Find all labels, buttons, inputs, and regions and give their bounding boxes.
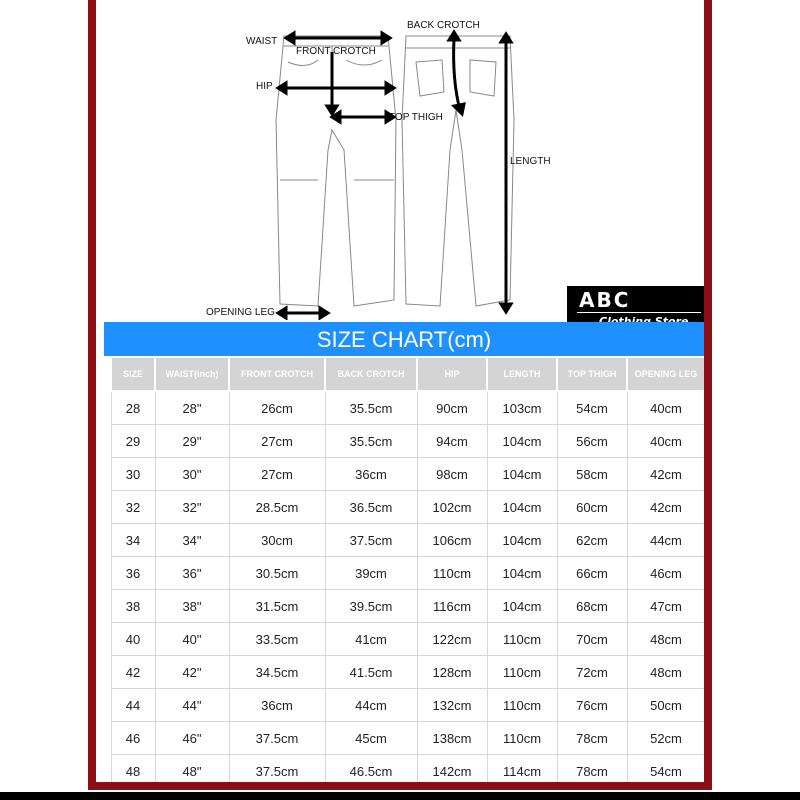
table-cell: 103cm bbox=[487, 391, 557, 425]
table-cell: 42" bbox=[155, 656, 229, 689]
opening-leg-label: OPENING LEG bbox=[206, 307, 275, 318]
size-chart-title-band bbox=[104, 322, 704, 356]
table-cell: 47cm bbox=[627, 590, 704, 623]
table-cell: 78cm bbox=[557, 722, 627, 755]
table-cell: 44cm bbox=[627, 524, 704, 557]
table-cell: 90cm bbox=[417, 391, 487, 425]
table-cell: 34.5cm bbox=[229, 656, 325, 689]
table-cell: 122cm bbox=[417, 623, 487, 656]
table-cell: 48cm bbox=[627, 656, 704, 689]
table-cell: 132cm bbox=[417, 689, 487, 722]
table-cell: 45cm bbox=[325, 722, 417, 755]
logo-text: ABC bbox=[579, 288, 631, 312]
column-header: WAIST(inch) bbox=[155, 357, 229, 391]
table-cell: 35.5cm bbox=[325, 391, 417, 425]
table-cell: 42 bbox=[111, 656, 155, 689]
table-cell: 42cm bbox=[627, 491, 704, 524]
table-header-row bbox=[111, 357, 704, 391]
table-cell: 30" bbox=[155, 458, 229, 491]
column-header: BACK CROTCH bbox=[325, 357, 417, 391]
table-cell: 104cm bbox=[487, 491, 557, 524]
table-cell: 110cm bbox=[417, 557, 487, 590]
hip-label: HIP bbox=[256, 81, 273, 92]
table-cell: 38 bbox=[111, 590, 155, 623]
table-cell: 37.5cm bbox=[325, 524, 417, 557]
waist-label: WAIST bbox=[246, 36, 278, 47]
table-cell: 44 bbox=[111, 689, 155, 722]
table-cell: 70cm bbox=[557, 623, 627, 656]
table-row bbox=[111, 391, 704, 425]
table-cell: 28 bbox=[111, 391, 155, 425]
table-cell: 46 bbox=[111, 722, 155, 755]
column-header: HIP bbox=[417, 357, 487, 391]
table-cell: 33.5cm bbox=[229, 623, 325, 656]
table-row bbox=[111, 656, 704, 689]
column-header: OPENING LEG bbox=[627, 357, 704, 391]
table-cell: 28.5cm bbox=[229, 491, 325, 524]
table-cell: 50cm bbox=[627, 689, 704, 722]
top-thigh-label: TOP THIGH bbox=[389, 112, 443, 123]
table-cell: 62cm bbox=[557, 524, 627, 557]
table-cell: 60cm bbox=[557, 491, 627, 524]
back-pants-drawing bbox=[402, 36, 514, 306]
table-cell: 41.5cm bbox=[325, 656, 417, 689]
table-cell: 40cm bbox=[627, 425, 704, 458]
table-cell: 27cm bbox=[229, 458, 325, 491]
length-label: LENGTH bbox=[510, 156, 551, 167]
table-cell: 104cm bbox=[487, 590, 557, 623]
table-cell: 104cm bbox=[487, 524, 557, 557]
table-row bbox=[111, 458, 704, 491]
table-row bbox=[111, 524, 704, 557]
front-crotch-label: FRONT CROTCH bbox=[296, 46, 376, 57]
table-cell: 94cm bbox=[417, 425, 487, 458]
table-cell: 30cm bbox=[229, 524, 325, 557]
image-frame bbox=[88, 0, 712, 790]
column-header: LENGTH bbox=[487, 357, 557, 391]
table-cell: 110cm bbox=[487, 623, 557, 656]
table-cell: 37.5cm bbox=[229, 722, 325, 755]
table-cell: 102cm bbox=[417, 491, 487, 524]
bottom-bar bbox=[0, 792, 800, 800]
table-cell: 36cm bbox=[325, 458, 417, 491]
table-cell: 68cm bbox=[557, 590, 627, 623]
table-row bbox=[111, 623, 704, 656]
column-header: SIZE bbox=[111, 357, 155, 391]
table-cell: 34" bbox=[155, 524, 229, 557]
table-row bbox=[111, 491, 704, 524]
size-chart-card bbox=[96, 0, 704, 782]
table-cell: 34 bbox=[111, 524, 155, 557]
table-cell: 128cm bbox=[417, 656, 487, 689]
table-cell: 72cm bbox=[557, 656, 627, 689]
table-cell: 39cm bbox=[325, 557, 417, 590]
table-cell: 104cm bbox=[487, 425, 557, 458]
column-header: FRONT CROTCH bbox=[229, 357, 325, 391]
table-cell: 66cm bbox=[557, 557, 627, 590]
table-cell: 29 bbox=[111, 425, 155, 458]
table-cell: 36" bbox=[155, 557, 229, 590]
table-cell: 38" bbox=[155, 590, 229, 623]
table-cell: 106cm bbox=[417, 524, 487, 557]
table-cell: 110cm bbox=[487, 722, 557, 755]
table-cell: 40 bbox=[111, 623, 155, 656]
table-cell: 36.5cm bbox=[325, 491, 417, 524]
table-cell: 32 bbox=[111, 491, 155, 524]
table-cell: 28" bbox=[155, 391, 229, 425]
logo-divider bbox=[577, 312, 701, 313]
table-cell: 40" bbox=[155, 623, 229, 656]
table-cell: 26cm bbox=[229, 391, 325, 425]
table-cell: 48cm bbox=[627, 623, 704, 656]
column-header: TOP THIGH bbox=[557, 357, 627, 391]
back-crotch-arrow bbox=[454, 38, 460, 110]
table-cell: 44cm bbox=[325, 689, 417, 722]
table-cell: 37.5cm bbox=[229, 755, 325, 783]
table-cell: 39.5cm bbox=[325, 590, 417, 623]
table-row bbox=[111, 689, 704, 722]
table-cell: 31.5cm bbox=[229, 590, 325, 623]
table-cell: 48" bbox=[155, 755, 229, 783]
table-cell: 56cm bbox=[557, 425, 627, 458]
table-cell: 110cm bbox=[487, 656, 557, 689]
table-cell: 54cm bbox=[627, 755, 704, 783]
table-cell: 54cm bbox=[557, 391, 627, 425]
pants-diagram bbox=[96, 0, 704, 320]
table-cell: 116cm bbox=[417, 590, 487, 623]
table-cell: 46" bbox=[155, 722, 229, 755]
table-row bbox=[111, 557, 704, 590]
table-cell: 41cm bbox=[325, 623, 417, 656]
table-cell: 30 bbox=[111, 458, 155, 491]
back-crotch-label: BACK CROTCH bbox=[407, 20, 480, 31]
table-cell: 142cm bbox=[417, 755, 487, 783]
table-row bbox=[111, 590, 704, 623]
table-cell: 35.5cm bbox=[325, 425, 417, 458]
table-cell: 58cm bbox=[557, 458, 627, 491]
table-cell: 110cm bbox=[487, 689, 557, 722]
table-cell: 76cm bbox=[557, 689, 627, 722]
table-cell: 138cm bbox=[417, 722, 487, 755]
front-pants-drawing bbox=[276, 36, 396, 306]
table-row bbox=[111, 425, 704, 458]
table-cell: 114cm bbox=[487, 755, 557, 783]
table-cell: 44" bbox=[155, 689, 229, 722]
table-cell: 46cm bbox=[627, 557, 704, 590]
table-cell: 98cm bbox=[417, 458, 487, 491]
table-cell: 104cm bbox=[487, 458, 557, 491]
table-cell: 36cm bbox=[229, 689, 325, 722]
table-row bbox=[111, 755, 704, 783]
table-cell: 40cm bbox=[627, 391, 704, 425]
size-table bbox=[110, 356, 704, 782]
table-cell: 27cm bbox=[229, 425, 325, 458]
table-cell: 104cm bbox=[487, 557, 557, 590]
table-cell: 48 bbox=[111, 755, 155, 783]
size-table-body bbox=[111, 391, 704, 782]
table-cell: 30.5cm bbox=[229, 557, 325, 590]
table-row bbox=[111, 722, 704, 755]
table-cell: 36 bbox=[111, 557, 155, 590]
table-cell: 78cm bbox=[557, 755, 627, 783]
size-chart-title: SIZE CHART(cm) bbox=[316, 327, 492, 352]
table-cell: 52cm bbox=[627, 722, 704, 755]
table-cell: 29" bbox=[155, 425, 229, 458]
table-cell: 32" bbox=[155, 491, 229, 524]
table-cell: 46.5cm bbox=[325, 755, 417, 783]
table-cell: 42cm bbox=[627, 458, 704, 491]
